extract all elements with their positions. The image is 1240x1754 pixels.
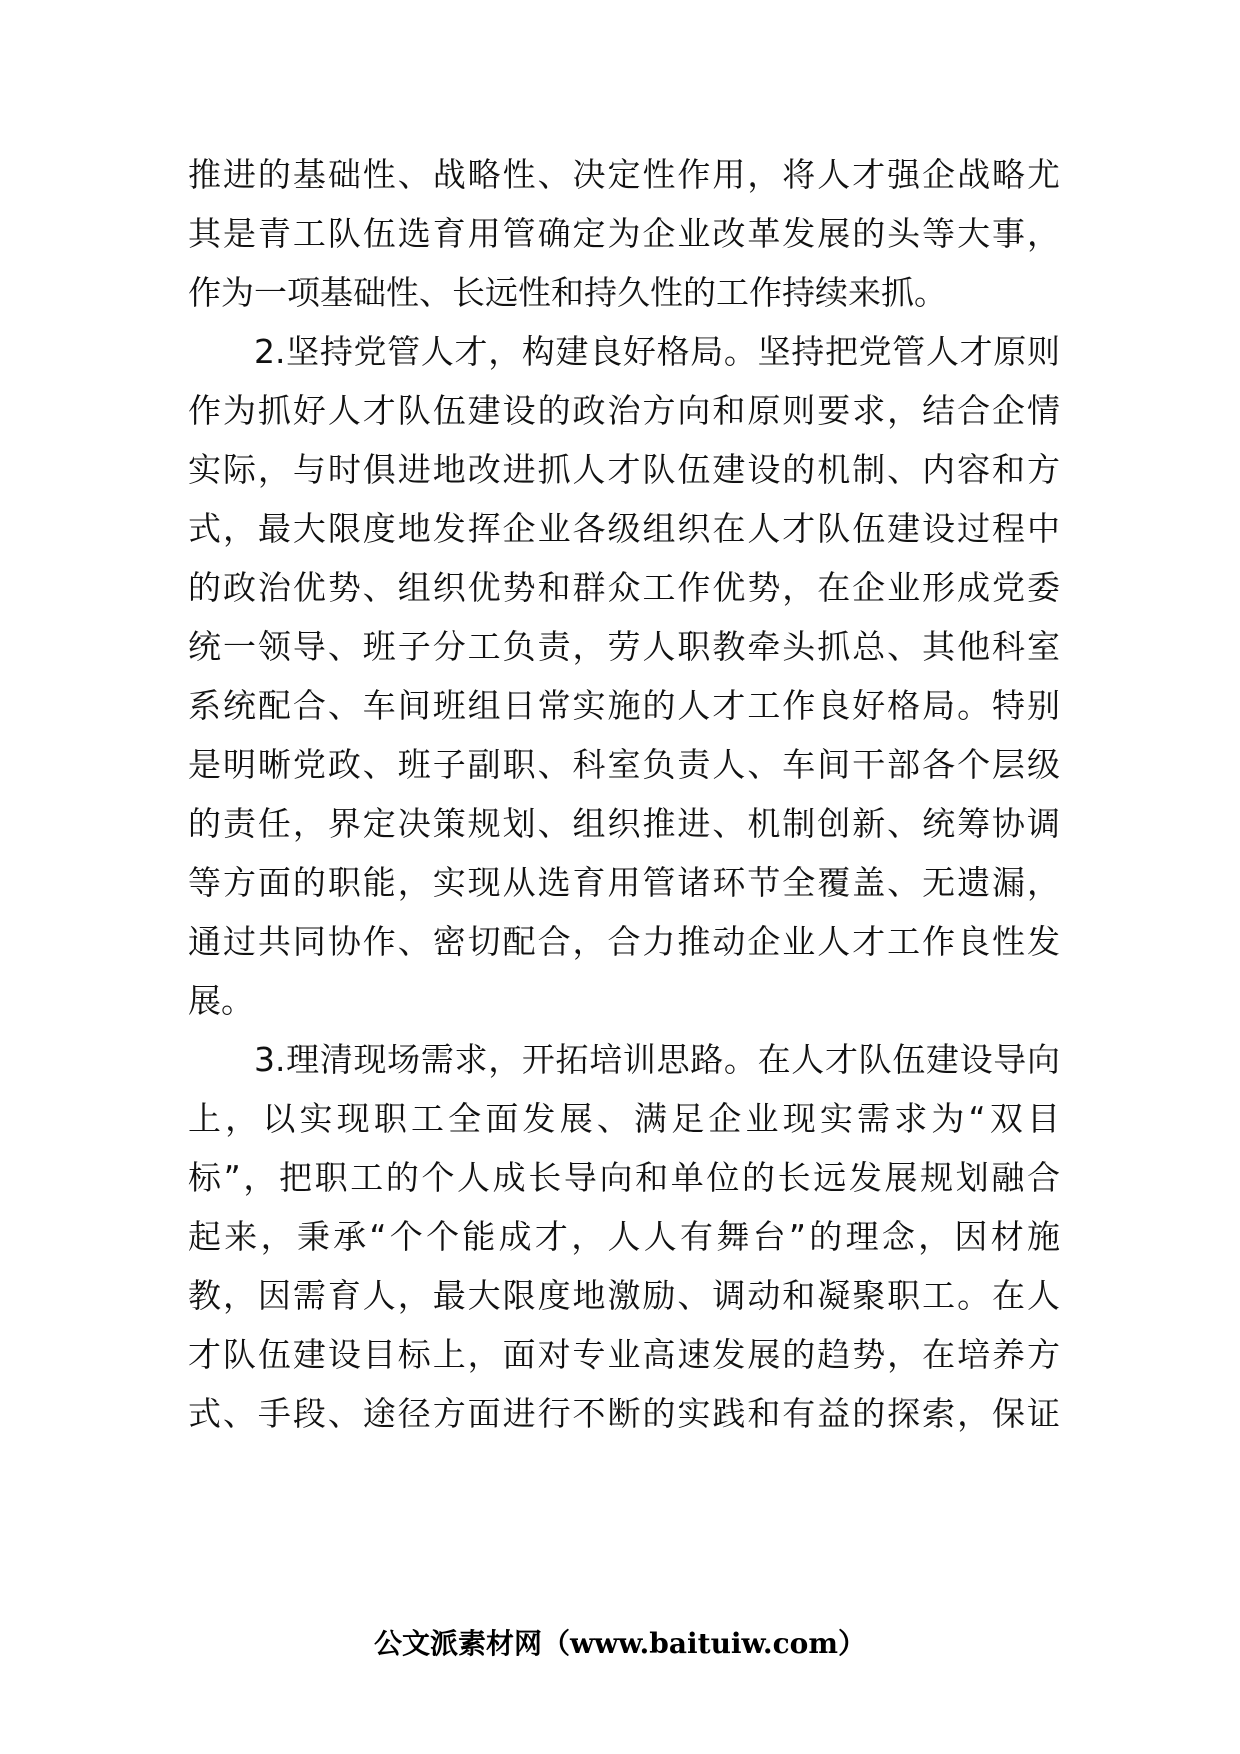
body-text-line: 作为一项基础性、长远性和持久性的工作持续来抓。: [188, 273, 947, 312]
body-text-line: 展。: [188, 981, 254, 1020]
body-text-line: 推进的基础性、战略性、决定性作用，将人才强企战略尤: [188, 155, 1060, 194]
body-text-line: 教，因需育人，最大限度地激励、调动和凝聚职工。在人: [188, 1276, 1060, 1315]
paragraph-heading-2: 2.坚持党管人才，构建良好格局。坚持把党管人才原则: [254, 332, 1060, 371]
body-text-line: 其是青工队伍选育用管确定为企业改革发展的头等大事，: [188, 214, 1060, 253]
footer-watermark: 公文派素材网（www.baituiw.com）: [374, 1627, 866, 1660]
body-text-line: 统一领导、班子分工负责，劳人职教牵头抓总、其他科室: [188, 627, 1060, 666]
body-text-line: 系统配合、车间班组日常实施的人才工作良好格局。特别: [188, 686, 1060, 725]
body-text-line: 的政治优势、组织优势和群众工作优势，在企业形成党委: [188, 568, 1060, 607]
body-text-line: 式、手段、途径方面进行不断的实践和有益的探索，保证: [188, 1394, 1060, 1433]
body-text-line: 的责任，界定决策规划、组织推进、机制创新、统筹协调: [188, 804, 1060, 843]
body-text-line: 通过共同协作、密切配合，合力推动企业人才工作良性发: [188, 922, 1060, 961]
paragraph-heading-3: 3.理清现场需求，开拓培训思路。在人才队伍建设导向: [254, 1040, 1060, 1079]
body-text-line: 作为抓好人才队伍建设的政治方向和原则要求，结合企情: [188, 391, 1060, 430]
body-text-line: 式，最大限度地发挥企业各级组织在人才队伍建设过程中: [188, 509, 1060, 548]
body-text-line: 起来，秉承“个个能成才，人人有舞台”的理念，因材施: [188, 1217, 1060, 1256]
body-text-line: 实际，与时俱进地改进抓人才队伍建设的机制、内容和方: [188, 450, 1060, 489]
body-text-line: 是明晰党政、班子副职、科室负责人、车间干部各个层级: [188, 745, 1060, 784]
body-text-line: 上，以实现职工全面发展、满足企业现实需求为“双目: [188, 1099, 1060, 1138]
body-text-line: 标”，把职工的个人成长导向和单位的长远发展规划融合: [188, 1158, 1060, 1197]
body-text-line: 才队伍建设目标上，面对专业高速发展的趋势，在培养方: [188, 1335, 1060, 1374]
body-text-line: 等方面的职能，实现从选育用管诸环节全覆盖、无遗漏，: [188, 863, 1060, 902]
